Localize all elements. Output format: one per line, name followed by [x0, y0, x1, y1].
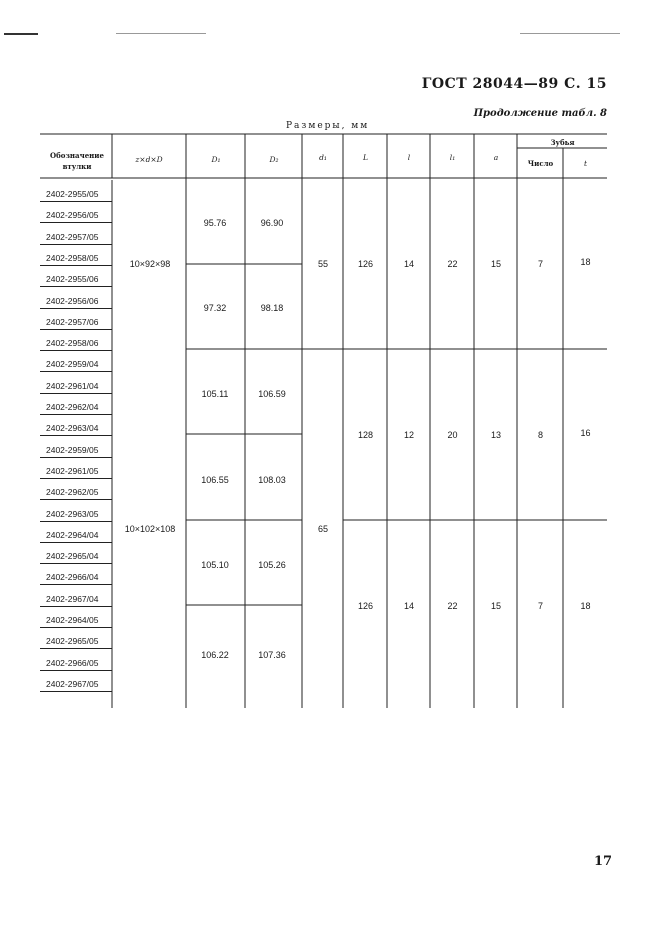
designation-code: 2402-2959/05 [46, 444, 99, 455]
designation-code: 2402-2955/06 [46, 274, 99, 285]
designation-underline [40, 350, 112, 351]
designation-underline [40, 691, 112, 692]
designation-underline [40, 670, 112, 671]
designation-code: 2402-2962/04 [46, 402, 99, 412]
cell-teeth-t: 18 [580, 601, 591, 611]
cell-D1: 105.11 [201, 389, 229, 399]
cell-l: 14 [403, 259, 414, 269]
designation-code: 2402-2966/04 [46, 572, 99, 583]
designation-underline [40, 478, 112, 479]
col-header-D2: D₂ [269, 155, 279, 164]
col-header-teeth-t: t [583, 159, 587, 168]
col-header-D1: D₁ [211, 155, 221, 164]
cell-teeth-count: 7 [537, 601, 543, 611]
cell-l1: 22 [447, 601, 458, 611]
designation-underline [40, 329, 112, 330]
designation-underline [40, 627, 112, 628]
cell-teeth-t: 16 [580, 428, 591, 438]
designation-code: 2402-2963/04 [46, 423, 99, 434]
cell-D2: 108.03 [258, 475, 286, 485]
cell-L: 126 [357, 259, 374, 269]
cell-D1: 95.76 [203, 218, 227, 228]
designation-code: 2402-2959/04 [46, 359, 99, 370]
table-continuation-label: Продолжение табл. 8 [473, 108, 607, 119]
designation-underline [40, 308, 112, 309]
cell-d1-group1: 55 [317, 259, 328, 269]
cell-a: 15 [490, 601, 501, 611]
cell-L: 128 [357, 430, 374, 440]
cell-l: 14 [403, 601, 414, 611]
designation-code: 2402-2956/05 [46, 210, 99, 221]
designation-underline [40, 563, 112, 564]
col-header-teeth: Зубья [550, 138, 575, 147]
designation-code: 2402-2961/04 [46, 380, 99, 391]
designation-code: 2402-2963/05 [46, 508, 99, 519]
cell-L: 126 [357, 601, 374, 611]
cell-teeth-count: 8 [537, 430, 543, 440]
cell-D2: 105.26 [258, 560, 286, 570]
cell-D1: 105.10 [201, 560, 229, 570]
designation-code: 2402-2967/04 [46, 593, 99, 604]
cell-d1-group2: 65 [317, 524, 328, 534]
designation-underline [40, 286, 112, 287]
designation-code: 2402-2955/05 [46, 189, 99, 199]
cell-D2: 106.59 [258, 389, 286, 399]
designation-underline [40, 499, 112, 500]
designation-code: 2402-2961/05 [46, 465, 99, 476]
cell-zdD-group2: 10×102×108 [124, 524, 176, 534]
designation-underline [40, 648, 112, 649]
designation-code: 2402-2964/04 [46, 529, 99, 540]
designation-code: 2402-2957/05 [46, 231, 99, 242]
standard-header: ГОСТ 28044—89 С. 15 [421, 76, 607, 92]
designation-underline [40, 201, 112, 202]
cell-teeth-count: 7 [537, 259, 543, 269]
designation-code: 2402-2962/05 [46, 487, 99, 498]
designation-underline [40, 521, 112, 522]
sizes-caption: Размеры, мм [286, 121, 370, 131]
designation-code: 2402-2965/05 [46, 636, 99, 647]
designation-underline [40, 371, 112, 372]
designation-underline [40, 244, 112, 245]
cell-l1: 20 [447, 430, 458, 440]
designation-code: 2402-2956/06 [46, 295, 99, 306]
cell-D2: 96.90 [260, 218, 284, 228]
designation-code: 2402-2958/05 [46, 252, 99, 263]
designation-underline [40, 584, 112, 585]
designation-underline [40, 457, 112, 458]
designation-code: 2402-2958/06 [46, 338, 99, 349]
col-header-L: L [363, 153, 368, 162]
cell-a: 13 [490, 430, 501, 440]
col-header-zdD: z×d×D [135, 155, 163, 164]
designation-code: 2402-2964/05 [46, 615, 99, 625]
col-header-l: l [407, 153, 411, 162]
designation-underline [40, 393, 112, 394]
designation-underline [40, 435, 112, 436]
designation-code: 2402-2967/05 [46, 678, 99, 689]
designation-underline [40, 414, 112, 415]
designation-code: 2402-2965/04 [46, 551, 99, 562]
cell-l1: 22 [447, 259, 458, 269]
designation-underline [40, 542, 112, 543]
col-header-teeth-count: Число [527, 159, 554, 168]
designation-code: 2402-2966/05 [46, 657, 99, 668]
col-header-d1: d₁ [319, 153, 327, 162]
cell-D1: 106.55 [201, 475, 229, 485]
cell-zdD-group1: 10×92×98 [129, 259, 171, 269]
cell-teeth-t: 18 [580, 257, 591, 267]
cell-D2: 107.36 [258, 650, 286, 660]
cell-D1: 97.32 [203, 303, 227, 313]
designation-underline [40, 265, 112, 266]
cell-a: 15 [490, 259, 501, 269]
cell-D2: 98.18 [260, 303, 284, 313]
designation-underline [40, 222, 112, 223]
designation-underline [40, 606, 112, 607]
col-header-a: a [493, 153, 499, 162]
cell-D1: 106.22 [201, 650, 229, 660]
page-number: 17 [594, 854, 613, 869]
col-header-designation: Обозначение втулки [50, 151, 104, 171]
col-header-l1: l₁ [449, 153, 456, 162]
cell-l: 12 [403, 430, 414, 440]
designation-code: 2402-2957/06 [46, 316, 99, 327]
